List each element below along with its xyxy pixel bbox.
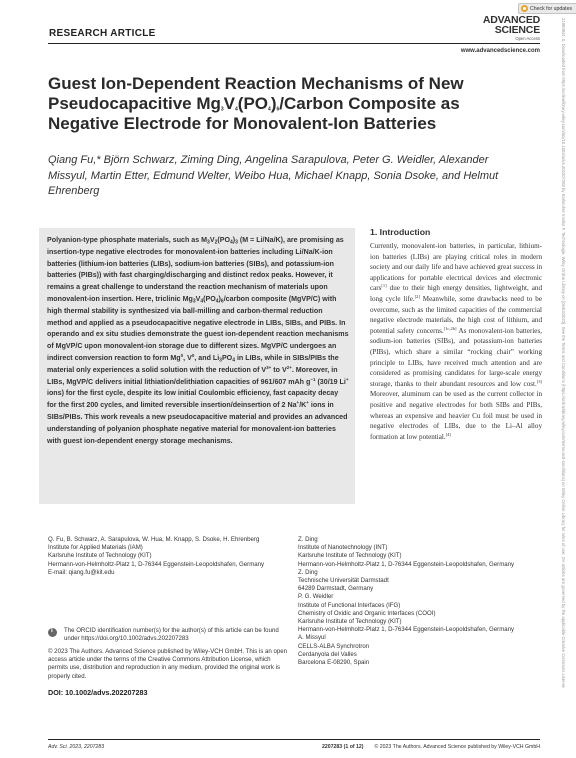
affiliation-line: Hermann-von-Helmholtz-Platz 1, D-76344 Eggenstein-Leopoldshafen, Germany: [298, 560, 515, 568]
check-for-updates-button[interactable]: [518, 3, 576, 14]
affiliation-line: Cerdanyola del Valles: [298, 650, 357, 658]
affiliation-line: Hermann-von-Helmholtz-Platz 1, D-76344 Eggenstein-Leopoldshafen, Germany: [48, 560, 265, 568]
journal-logo-line2: SCIENCE: [494, 24, 540, 36]
header-rule: [48, 43, 540, 44]
affiliation-line: Karlsruhe Institute of Technology (KIT): [298, 618, 402, 626]
check-for-updates-label: Check for updates: [530, 5, 573, 12]
affiliation-line: Q. Fu, B. Schwarz, A. Sarapulova, W. Hua, M. Knapp, S. Dsoke, H. Ehrenberg: [48, 536, 260, 543]
affiliation-line: A. Missyul: [298, 634, 326, 642]
doi-link[interactable]: DOI: 10.1002/advs.202207283: [48, 688, 148, 697]
affiliation-line: 64289 Darmstadt, Germany: [298, 585, 374, 593]
affiliation-line: Institute of Nanotechnology (INT): [298, 544, 388, 552]
orcid-icon: [48, 628, 57, 637]
affiliation-line: Karlsruhe Institute of Technology (KIT): [298, 552, 402, 560]
affiliation-line: Hermann-von-Helmholtz-Platz 1, D-76344 Eggenstein-Leopoldshafen, Germany: [298, 626, 515, 634]
license-note: © 2023 The Authors. Advanced Science published by Wiley-VCH GmbH. This is an open access article under the terms of the Creative Commons Attribution License, which permits use, distribution and reproduction in any medium, provided the original work is properly cited.: [48, 648, 288, 680]
introduction-heading: 1. Introduction: [370, 227, 431, 237]
affiliation-line: Institute for Applied Materials (IAM): [48, 544, 143, 552]
footer-journal-citation: Adv. Sci. 2023, 2207283: [48, 744, 105, 750]
download-info-strip: [556, 18, 570, 744]
affiliation-line: Chemistry of Oxidic and Organic Interfaces (COOI): [298, 609, 436, 617]
update-icon: [521, 5, 528, 12]
orcid-note: The ORCID identification number(s) for the author(s) of this article can be found under https://doi.org/10.1002/advs.202207283: [64, 627, 279, 643]
journal-logo-line1: ADVANCED: [482, 14, 540, 26]
download-info-text: 21983844, 0, Downloaded from https://onlinelibrary.wiley.com/doi/10.1002/advs.202207283 by Karlsruher Institut F. Technologie, Wiley Online Library on [06/03/2023]. See the Terms and Conditions (https://onlinelibrary.wiley.com/terms-and-conditions) on Wiley Online Library for rules of use; OA articles are governed by the applicable Creative Commons License: [561, 18, 566, 688]
affiliation-line: Z. Ding: [298, 536, 318, 543]
affiliation-line[interactable]: E-mail: qiang.fu@kit.edu: [48, 568, 115, 576]
footer-page-number: 2207283 (1 of 12): [322, 744, 364, 750]
affiliations-left: [48, 536, 280, 577]
journal-logo-line3: Open Access: [515, 36, 540, 41]
affiliation-line: Technische Universität Darmstadt: [298, 577, 389, 585]
affiliation-line: Z. Ding: [298, 568, 318, 576]
abstract-text: Polyanion-type phosphate materials, such as $M_3V_2(PO_4)_3$ (M = Li/Na/K), are promising as insertion-type negative electrodes for monovalent-ion batteries including Li/Na/K-ion batteries (lithium-ion batteries (LIBs), sodium-ion batteries (SIBs), and potassium-ion batteries (PIBs)) with fast charging/discharging and distinct redox peaks. However, it remains a great challenge to understand the reaction mechanism of materials upon monovalent-ion insertion. Here, triclinic $Mg_3V_4(PO_4)_6$/carbon composite (MgVP/C) with high thermal stability is synthesized via ball-milling and carbon-thermal reduction method and applied as a pseudocapacitive negative electrode in LIBs, SIBs, and PIBs. In operando and ex situ studies demonstrate the guest ion-dependent reaction mechanisms of MgVP/C upon monovalent-ion storage due to different sizes. MgVP/C undergoes an indirect conversion reaction to form Mg$^0$, $V^0$, and $Li_3PO_4$ in LIBs, while in SIBs/PIBs the material only experiences a solid solution with the reduction of $V^{3+}$ to $V^{2+}$. Moreover, in LIBs, MgVP/C delivers initial lithiation/delithiation capacities of 961/607 mAh $g^{-1}$ (30/19 Li+ ions) for the first cycle, despite its low initial Coulombic efficiency, fast capacity decay for the first 200 cycles, and limited reversible insertion/deinsertion of 2 Na+/K+ ions in SIBs/PIBs. This work reveals a new pseudocapacitive material and provides an advanced understanding of polyanion phosphate negative material for monovalent-ion batteries with guest ion-dependent energy storage mechanisms.: [47, 236, 349, 445]
affiliations-right: [298, 536, 540, 667]
article-type-label: RESEARCH ARTICLE: [49, 28, 156, 39]
journal-logo: [456, 15, 540, 41]
introduction-text: Currently, monovalent-ion batteries, in particular, lithium-ion batteries (LIBs) are playing critical roles in modern society and our daily life and have achieved great success in applications for portable electrical devices and electronic cars[1] due to their high energy densities, lightweight, and long cycle life.[2] Meanwhile, some drawbacks need to be overcome, such as the limited capacities of the commercial negative electrode materials, the high cost of lithium, and potential safety concerns.[1c,2b] As monovalent-ion batteries, sodium-ion batteries (SIBs), and potassium-ion batteries (PIBs), which share a similar “rocking chair” working principle to LIBs, have received much attention and are considered as promising candidates for large-scale energy storage, thanks to their abundant resources and low cost.[3] Moreover, aluminum can be used as the current collector in positive and negative electrodes for both SIBs and PIBs, whereas an expensive and heavier Cu foil must be used in negative electrodes of LIBs, due to the Li–Al alloy formation at low potential.[4]: [370, 242, 542, 441]
footer-rule: [48, 739, 540, 740]
author-list: Qiang Fu,* Björn Schwarz, Ziming Ding, Angelina Sarapulova, Peter G. Weidler, Alexander Missyul, Martin Etter, Edmund Welter, Weibo Hua, Michael Knapp, Sonia Dsoke, and Helmut Ehrenberg: [48, 154, 499, 197]
affiliation-line: Institute of Functional Interfaces (IFG): [298, 601, 401, 609]
article-title: Guest Ion-Dependent Reaction Mechanisms of New Pseudocapacitive $Mg_3V_4(PO_4)_6$/Carbon Composite as Negative Electrode for Monovalent-Ion Batteries: [48, 74, 464, 133]
journal-website-link[interactable]: www.advancedscience.com: [460, 48, 540, 54]
footer-copyright: © 2023 The Authors. Advanced Science published by Wiley-VCH GmbH: [374, 744, 540, 750]
affiliation-line: Barcelona E-08290, Spain: [298, 659, 370, 667]
affiliation-line: Karlsruhe Institute of Technology (KIT): [48, 552, 152, 560]
affiliation-line: CELLS-ALBA Synchrotron: [298, 642, 370, 650]
affiliation-line: P. G. Weidler: [298, 593, 334, 601]
